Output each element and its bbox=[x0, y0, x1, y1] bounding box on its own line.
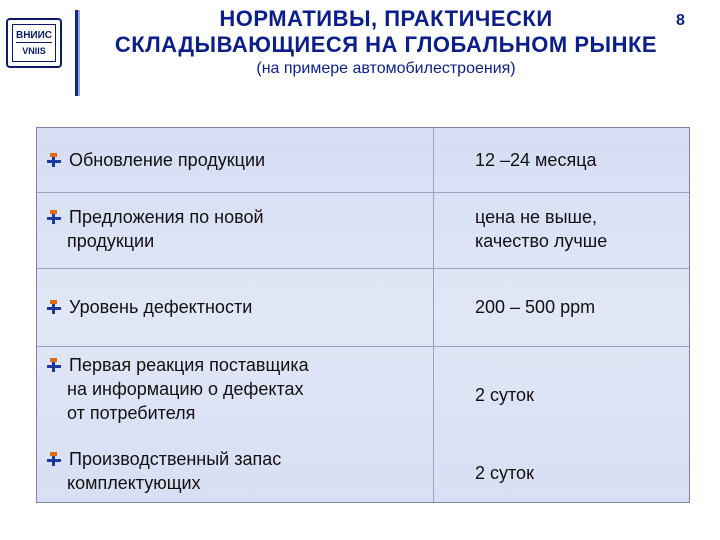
slide-title-line2: СКЛАДЫВАЮЩИЕСЯ НА ГЛОБАЛЬНОМ РЫНКЕ bbox=[114, 32, 658, 57]
row-label-line: Предложения по новой bbox=[69, 207, 264, 227]
norms-table bbox=[36, 127, 690, 503]
row-value-line: цена не выше, bbox=[475, 207, 597, 227]
row-label bbox=[47, 148, 265, 172]
logo-text-ru: ВНИИС bbox=[15, 29, 53, 41]
row-value-line: 2 суток bbox=[475, 463, 534, 483]
page-number: 8 bbox=[676, 12, 685, 29]
slide-title-line1: НОРМАТИВЫ, ПРАКТИЧЕСКИ bbox=[219, 6, 553, 31]
bullet-icon bbox=[47, 358, 61, 372]
slide-title bbox=[86, 6, 686, 58]
table-row bbox=[37, 347, 689, 437]
bullet-icon bbox=[47, 300, 61, 314]
header-accent-bar-shadow bbox=[78, 10, 80, 96]
table-row bbox=[37, 269, 689, 346]
row-value-line: 12 –24 месяца bbox=[475, 150, 597, 170]
logo-text-en: VNIIS bbox=[22, 45, 46, 56]
row-value bbox=[475, 461, 534, 485]
bullet-icon bbox=[47, 153, 61, 167]
row-label bbox=[47, 447, 281, 495]
row-value-line: 200 – 500 ppm bbox=[475, 297, 596, 317]
row-label-line: Уровень дефектности bbox=[69, 297, 253, 317]
row-value bbox=[475, 295, 595, 319]
row-value-line: 2 суток bbox=[475, 385, 534, 405]
table-row bbox=[37, 437, 689, 502]
table-row bbox=[37, 193, 689, 268]
row-label-line: продукции bbox=[67, 231, 155, 251]
row-label-line: на информацию о дефектах bbox=[67, 379, 304, 399]
table-row bbox=[37, 128, 689, 192]
row-label-line: Обновление продукции bbox=[69, 150, 266, 170]
slide-subtitle: (на примере автомобилестроения) bbox=[256, 60, 516, 77]
row-value bbox=[475, 205, 607, 253]
row-label-line: от потребителя bbox=[67, 403, 196, 423]
row-label bbox=[47, 353, 309, 425]
row-label bbox=[47, 205, 264, 253]
row-label-line: Первая реакция поставщика bbox=[69, 355, 309, 375]
bullet-icon bbox=[47, 210, 61, 224]
row-value bbox=[475, 383, 534, 407]
bullet-icon bbox=[47, 452, 61, 466]
vniis-logo bbox=[6, 18, 62, 68]
row-value-line: качество лучше bbox=[475, 231, 608, 251]
row-label-line: комплектующих bbox=[67, 473, 201, 493]
row-label bbox=[47, 295, 252, 319]
row-label-line: Производственный запас bbox=[69, 449, 282, 469]
row-value bbox=[475, 148, 597, 172]
